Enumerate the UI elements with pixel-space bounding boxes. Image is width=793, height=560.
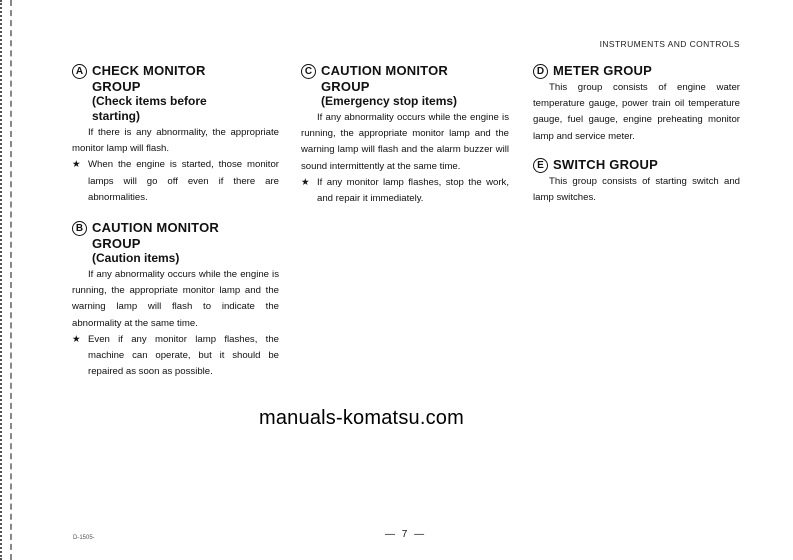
section-title: CHECK MONITOR xyxy=(92,63,206,78)
section-title: SWITCH GROUP xyxy=(553,156,658,172)
note-text: If any monitor lamp flashes, stop the work, and repair it immediately. xyxy=(317,176,509,205)
section-letter-badge: A xyxy=(72,64,87,79)
section-title: METER GROUP xyxy=(553,63,652,78)
section-heading xyxy=(533,63,740,79)
column-left xyxy=(72,63,279,390)
section-titles xyxy=(321,63,509,109)
section-body: This group consists of starting switch and lamp switches. xyxy=(533,175,740,204)
section-heading xyxy=(72,220,279,266)
section-titles xyxy=(553,63,740,79)
watermark-text: manuals-komatsu.com xyxy=(259,407,464,429)
section-title: CAUTION MONITOR xyxy=(92,220,219,236)
section-titles xyxy=(92,63,279,124)
section-titles xyxy=(553,157,740,173)
section-letter-badge: D xyxy=(533,64,548,79)
column-right xyxy=(533,63,740,216)
star-icon: ★ xyxy=(301,176,310,188)
section-emergency-stop xyxy=(301,63,509,207)
binding-edge xyxy=(10,0,14,560)
section-subtitle-cont: starting) xyxy=(92,109,140,123)
section-subtitle: (Emergency stop items) xyxy=(321,94,458,108)
section-meter-group xyxy=(533,63,740,145)
star-icon: ★ xyxy=(72,333,81,345)
section-heading xyxy=(533,157,740,173)
footer-code: D-1505- xyxy=(73,535,95,541)
section-letter-badge: E xyxy=(533,158,548,173)
section-body: This group consists of engine water temperature gauge, power train oil temperature gauge, fuel gauge, engine preheating monitor lamp and service meter. xyxy=(533,82,740,142)
note-text: When the engine is started, those monitor lamps will go off even if there are abnormalities. xyxy=(88,159,279,203)
note-text: Even if any monitor lamp flashes, the machine can operate, but it should be repaired as soon as possible. xyxy=(88,333,279,378)
section-subtitle: (Caution items) xyxy=(92,251,180,266)
section-switch-group xyxy=(533,157,740,206)
section-letter-badge: C xyxy=(301,64,316,79)
section-check-monitor xyxy=(72,63,279,206)
section-heading xyxy=(72,63,279,124)
note xyxy=(301,175,509,207)
section-subtitle: (Check items before xyxy=(92,94,207,108)
page-header: INSTRUMENTS AND CONTROLS xyxy=(599,39,740,49)
section-titles xyxy=(92,220,279,266)
section-body: If there is any abnormality, the appropriate monitor lamp will flash. xyxy=(72,127,279,155)
page-number: — 7 — xyxy=(385,529,427,540)
section-body: If any abnormality occurs while the engine is running, the appropriate monitor lamp and the warning lamp will flash and the alarm buzzer will sound intermittently at the same time. xyxy=(301,112,509,172)
section-title-cont: GROUP xyxy=(92,79,141,94)
note xyxy=(72,157,279,206)
column-middle xyxy=(301,63,509,217)
section-title: CAUTION MONITOR xyxy=(321,63,448,78)
section-letter-badge: B xyxy=(72,221,87,236)
section-body: If any abnormality occurs while the engine is running, the appropriate monitor lamp and the warning lamp will flash to indicate the abnormality at the same time. xyxy=(72,269,279,329)
note xyxy=(72,332,279,381)
section-title-cont: GROUP xyxy=(92,236,141,252)
star-icon: ★ xyxy=(72,159,81,171)
section-caution-monitor xyxy=(72,220,279,380)
section-heading xyxy=(301,63,509,109)
section-title-cont: GROUP xyxy=(321,79,370,94)
